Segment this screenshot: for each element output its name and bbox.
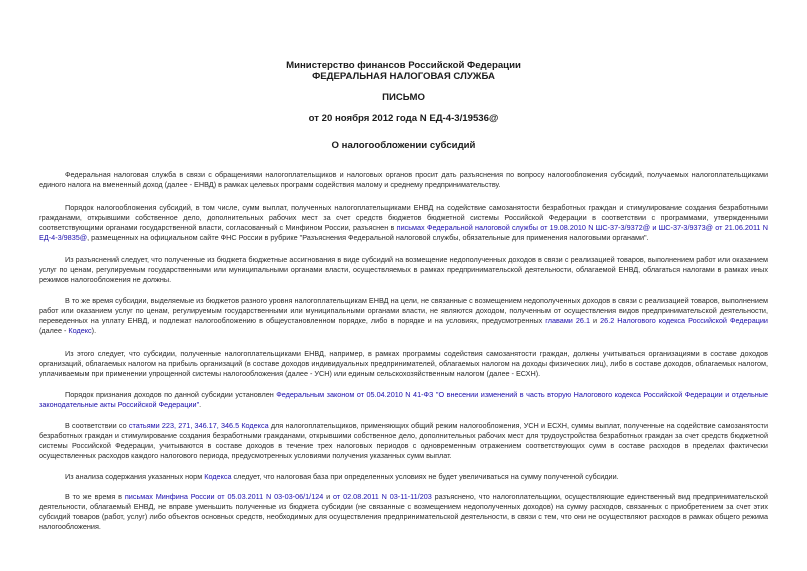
paragraph-text: для налогоплательщиков, применяющих общий режим налогообложения, УСН и ЕСХН, суммы выплат, полученные на содействие самозанятости безработных граждан и стимулирование создания безработными гражданами, открывшими собственное дело, дополнительных рабочих мест для трудоустройства безработных граждан за счет средств бюджетной системы Российской Федерации, учитываются в составе доходов в течение трех налоговых периодов с одновременным отражением соответствующих сумм в составе расходов в пределах фактически осуществленных расходов каждого налогового периода, предусмотренных условиями получения указанных сумм выплат. <box>39 421 768 460</box>
paragraph <box>39 296 768 336</box>
paragraph-text: Из этого следует, что субсидии, полученные налогоплательщиками ЕНВД, например, в рамках программы содействия самозанятости граждан, должны учитываться организациями в составе доходов организаций, облагаемых налогом на прибыль организаций (в составе доходов индивидуальных предпринимателей, облагаемых налогом на доходы физических лиц), либо в составе доходов, облагаемых налогом, уплачиваемым при применении упрощенной системы налогообложения (далее - УСН) или единым сельскохозяйственным налогом (далее - ЕСХН). <box>39 349 768 378</box>
document-link[interactable]: Федеральным законом от 05.04.2010 N 41-ФЗ "О внесении изменений в часть вторую Налогового кодекса Российской Федерации и отдельные законодательные акты Российской Федерации" <box>39 390 768 409</box>
paragraph-text: В соответствии со <box>65 421 129 430</box>
ministry-title: Министерство финансов Российской Федерации <box>286 60 521 71</box>
paragraph <box>39 390 768 410</box>
document-link[interactable]: 26.2 Налогового кодекса Российской Федерации <box>600 315 768 325</box>
paragraph <box>39 492 768 532</box>
paragraph-text: (далее - <box>39 325 69 335</box>
document-link[interactable]: от 02.08.2011 N 03-11-11/203 <box>333 492 432 501</box>
paragraph-text: и <box>590 315 601 325</box>
paragraph-text: разъяснено, что налогоплательщики, осуществляющие единственный вид предпринимательской деятельности, облагаемый ЕНВД, не вправе уменьшить полученные из бюджета субсидии (не связанные с возмещением недополученных доходов) на сумму расходов, связанных с приобретением за счет этих субсидий товаров (работ, услуг) либо объектов основных средств, необходимых для осуществления предпринимательской деятельности, в связи с тем, что они не осуществляют расходов в рамках общего режима налогообложения. <box>39 492 768 531</box>
paragraph-text: Федеральная налоговая служба в связи с обращениями налогоплательщиков и налоговых органов просит дать разъяснения по вопросу налогообложения субсидий, получаемых налогоплательщиками единого налога на вмененный доход (далее - ЕНВД) в рамках целевых программ содействия малому и среднему предпринимательству. <box>39 170 768 189</box>
document-link[interactable]: Кодекс <box>68 325 92 335</box>
paragraph <box>39 203 768 243</box>
paragraph <box>39 170 768 190</box>
document-link[interactable]: статьями 223, 271, 346.17, 346.5 Кодекса <box>128 421 269 430</box>
paragraph-text: Порядок налогообложения субсидий, в том числе, сумм выплат, полученных налогоплательщиками ЕНВД на содействие самозанятости безработных граждан и стимулирование создания безработными гражданами, открывшими собственное дело, дополнительных рабочих мест за счет средств бюджетов бюджетной системы Российской Федерации в соответствии с программами, утвержденными соответствующими органами государственной власти, согласованный с Минфином России, разъяснен в <box>39 203 768 232</box>
paragraph <box>39 421 768 461</box>
paragraph-text: Порядок признания доходов по данной субсидии установлен <box>65 390 277 399</box>
paragraph-text: и <box>323 492 334 501</box>
paragraph-text: В то же время субсидии, выделяемые из бюджетов разного уровня налогоплательщикам ЕНВД на цели, не связанные с возмещением недополученных доходов в связи с реализацией товаров, выполнением работ или оказанием услуг по ценам, регулируемым государственными или муниципальными органами власти, не являются доходом, полученным от осуществления видов предпринимательской деятельности, переведенных на уплату ЕНВД, и подлежат налогообложению в общеустановленном порядке, либо в порядке и на условиях, предусмотренных <box>39 296 768 325</box>
paragraph-text: . <box>199 399 202 409</box>
document-link[interactable]: Кодекса <box>204 472 232 481</box>
doc-subject: О налогообложении субсидий <box>331 140 476 151</box>
paragraph <box>39 349 768 379</box>
document-link[interactable]: главами 26.1 <box>545 315 590 325</box>
document-link[interactable]: письмах Минфина России от 05.03.2011 N 03-03-06/1/124 <box>124 492 324 501</box>
paragraph-text: В то же время в <box>65 492 125 501</box>
paragraph-text: ). <box>91 325 97 335</box>
doc-type: ПИСЬМО <box>382 92 425 103</box>
paragraph <box>39 255 768 285</box>
paragraph-text: Из разъяснений следует, что полученные из бюджета бюджетные ассигнования в виде субсидий на возмещение недополученных доходов в связи с реализацией товаров, выполнением работ или оказанием услуг по ценам, регулируемым государственными или муниципальными органами власти, осуществляемых в рамках предпринимательской деятельности, облагаемой ЕНВД, облагаться налогами в рамках иных режимов налогообложения не должны. <box>39 255 768 284</box>
paragraph <box>39 472 768 482</box>
service-title: ФЕДЕРАЛЬНАЯ НАЛОГОВАЯ СЛУЖБА <box>312 71 495 82</box>
paragraph-text: следует, что налоговая база при определенных условиях не будет увеличиваться на сумму полученной субсидии. <box>231 472 619 481</box>
paragraph-text: , размещенных на официальном сайте ФНС России в рубрике "Разъяснения Федеральной налоговой службы, обязательные для применения налоговыми органами". <box>87 232 649 242</box>
paragraph-text: Из анализа содержания указанных норм <box>65 472 205 481</box>
document-link[interactable]: письмах Федеральной налоговой службы от 19.08.2010 N ШС-37-3/9372@ и ШС-37-3/9373@ от 21.06.2011 N ЕД-4-3/9835@ <box>39 222 768 242</box>
doc-date: от 20 ноября 2012 года N ЕД-4-3/19536@ <box>308 113 499 124</box>
